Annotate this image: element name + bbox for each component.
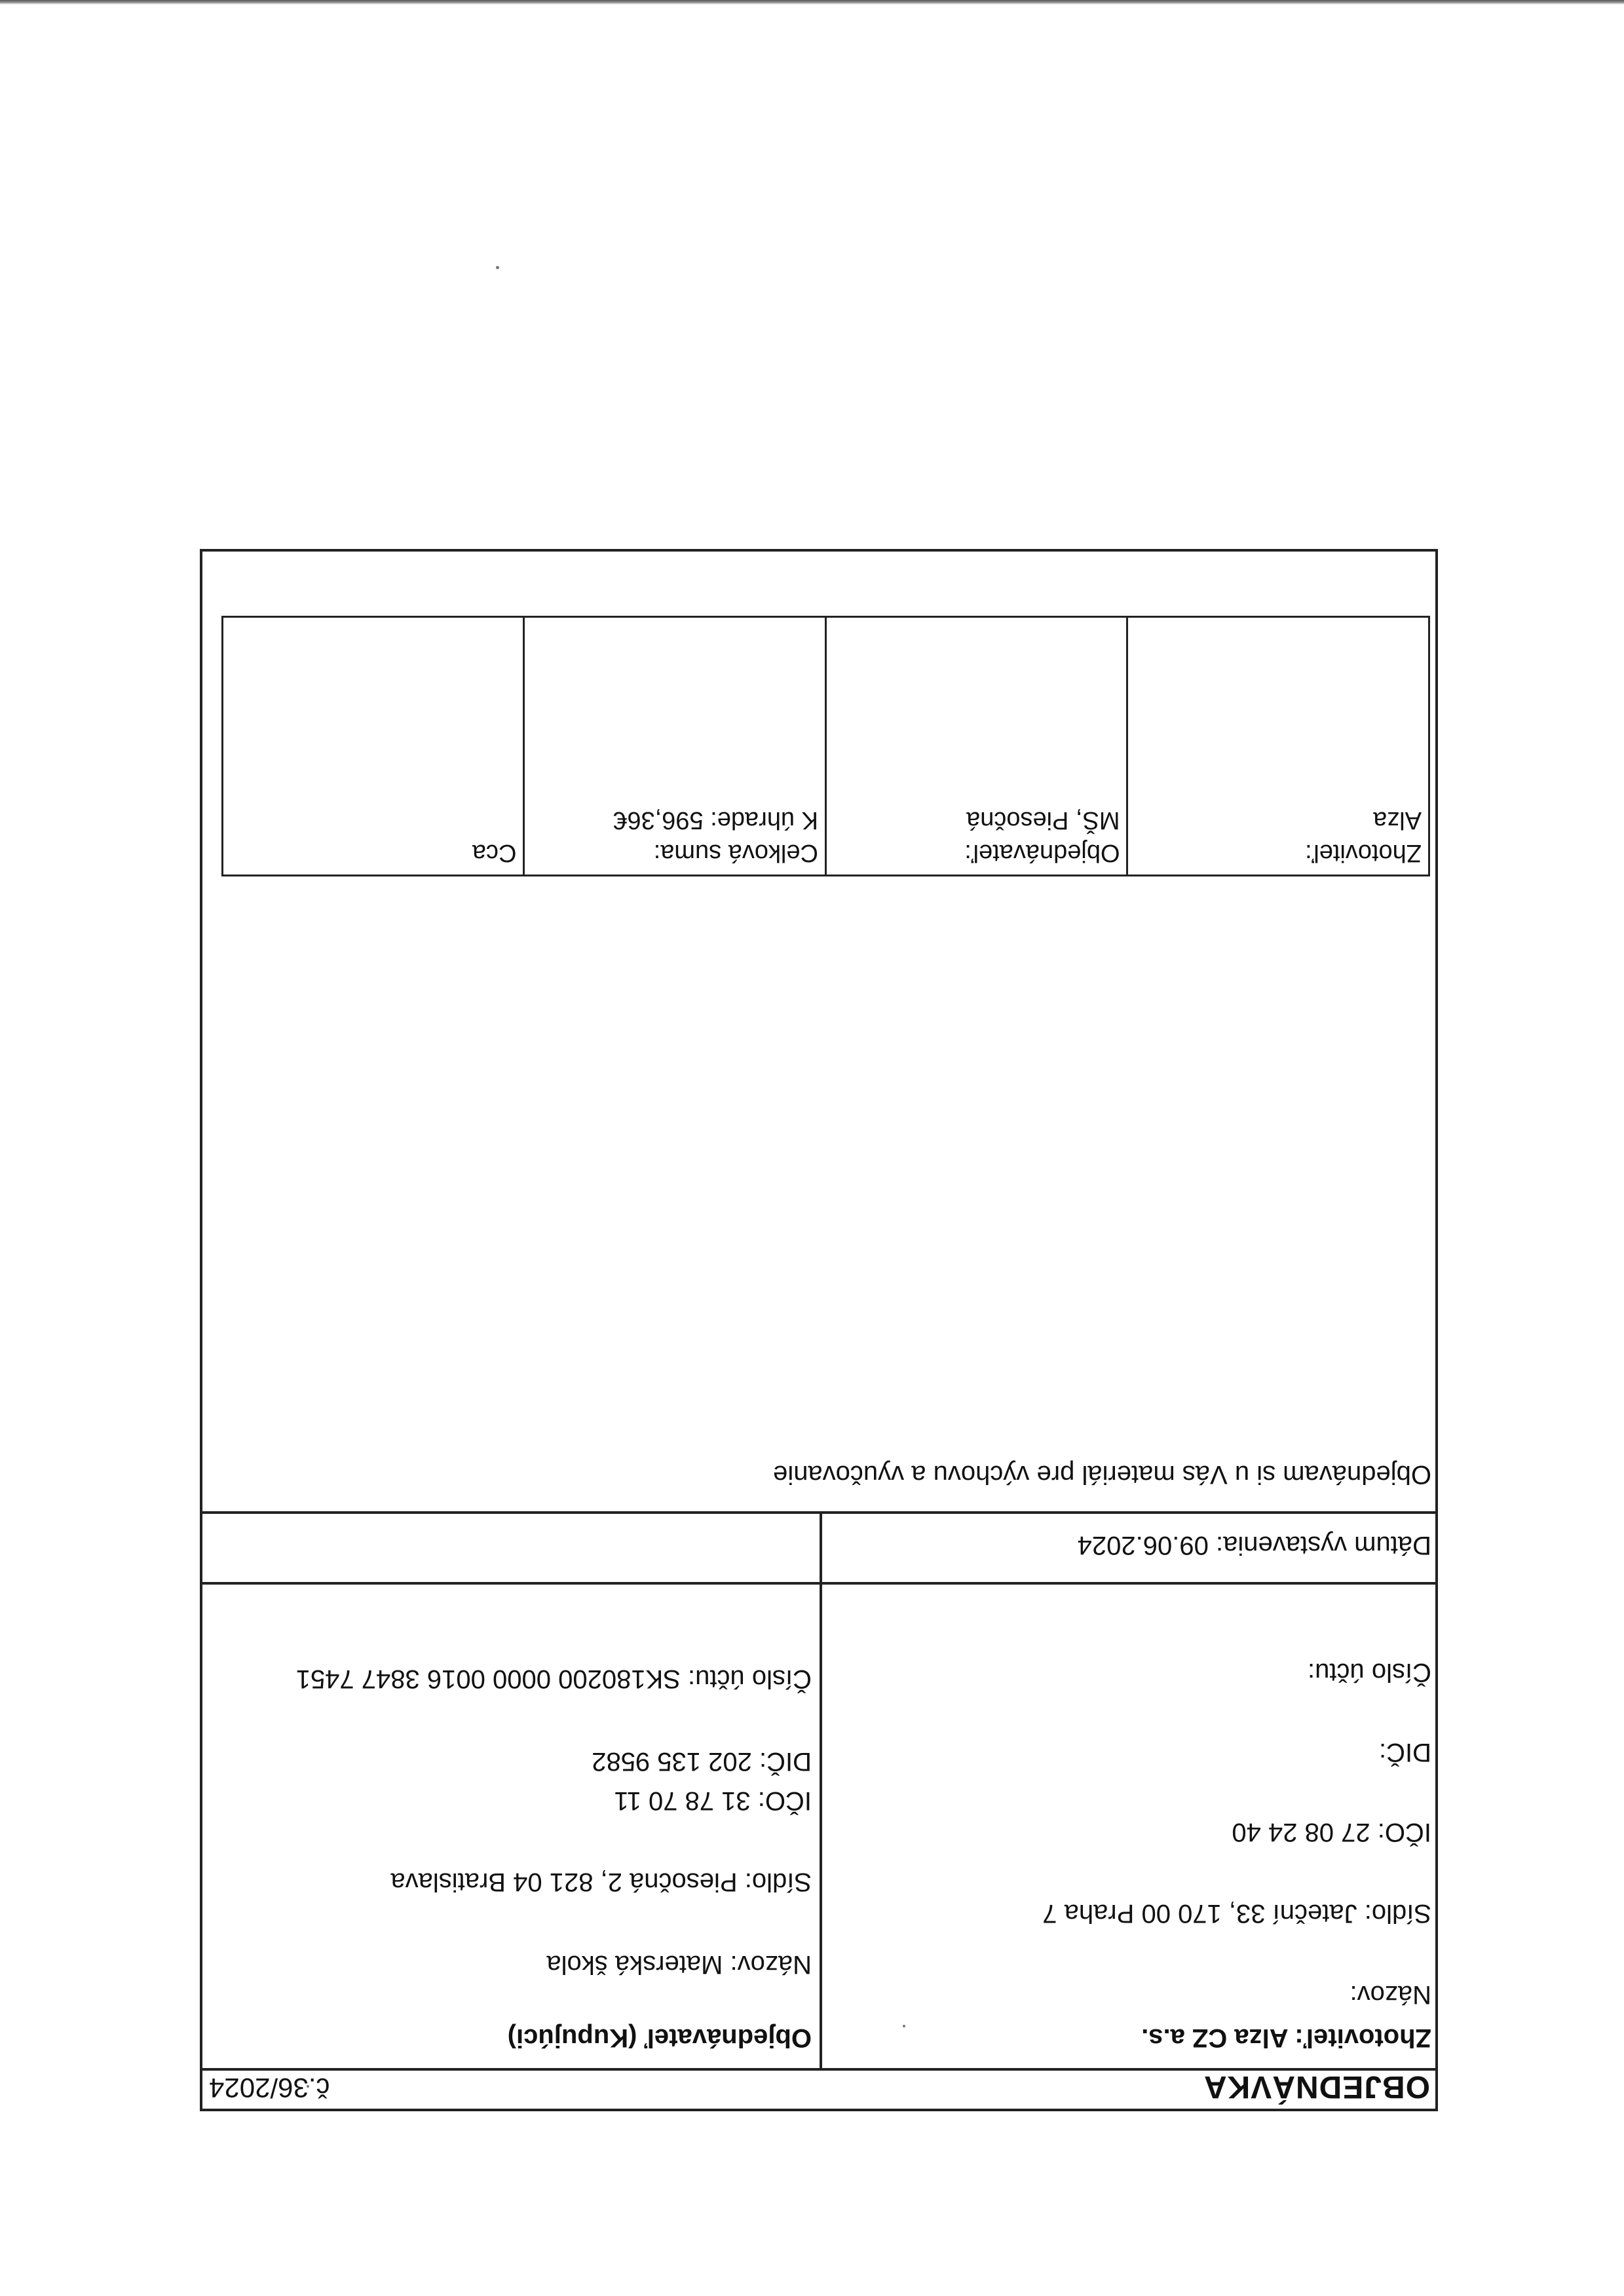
contractor-sign-label: Zhotoviteľ:: [1305, 839, 1422, 867]
total-label: Celková suma:: [653, 839, 818, 867]
contractor-sign-value: Alza: [1373, 806, 1422, 834]
customer-sign-label: Objednávateľ:: [964, 839, 1120, 867]
customer-ico: IČO: 31 78 70 11: [614, 1786, 812, 1815]
customer-dic: DIČ: 202 135 9582: [592, 1747, 812, 1776]
order-description: Objednávam si u Vás materiál pre výchovu a vyučovanie: [773, 1460, 1431, 1489]
form-header: [200, 2068, 1438, 2111]
document-number: č.36/2024: [209, 2073, 330, 2103]
contractor-ico: IČO: 27 08 24 40: [1232, 1818, 1431, 1847]
signature-table: [221, 616, 1430, 876]
total-label-cell: [524, 617, 826, 876]
contractor-name-label: Názov:: [1350, 1980, 1431, 2009]
payable-amount: K úhrade: 596,36€: [613, 806, 818, 834]
customer-seat: Sídlo: Piesočná 2, 821 04 Bratislava: [390, 1868, 812, 1896]
contractor-cell: [1127, 617, 1429, 876]
customer-cell: [826, 617, 1128, 876]
scan-speck: [496, 266, 499, 269]
document-title: OBJEDNÁVKA: [1203, 2069, 1430, 2104]
column-divider: [820, 1585, 822, 2068]
scan-edge: [0, 0, 1624, 5]
total-value: Cca: [472, 839, 517, 867]
contractor-dic: DIČ:: [1379, 1738, 1431, 1767]
customer-account: Číslo účtu: SK180200 0000 0016 3847 7451: [295, 1665, 812, 1693]
order-form: [200, 549, 1438, 2111]
total-value-cell: [223, 617, 525, 876]
contractor-seat: Sídlo: Jateční 33, 170 00 Praha 7: [1042, 1899, 1431, 1928]
customer-sign-value: MŠ, Piesočná: [966, 806, 1120, 834]
customer-heading: Objednávateľ (Kupujúci): [507, 2023, 812, 2052]
parties-section: [200, 1582, 1438, 2068]
issue-date: Dátum vystavenia: 09.06.2024: [1077, 1531, 1431, 1560]
contractor-account: Číslo účtu:: [1308, 1658, 1431, 1687]
date-row: [200, 1511, 1438, 1582]
contractor-heading: Zhotoviteľ: Alza CZ a.s.: [1141, 2023, 1431, 2052]
column-divider: [820, 1514, 822, 1582]
customer-name: Názov: Materská škola: [546, 1950, 812, 1979]
